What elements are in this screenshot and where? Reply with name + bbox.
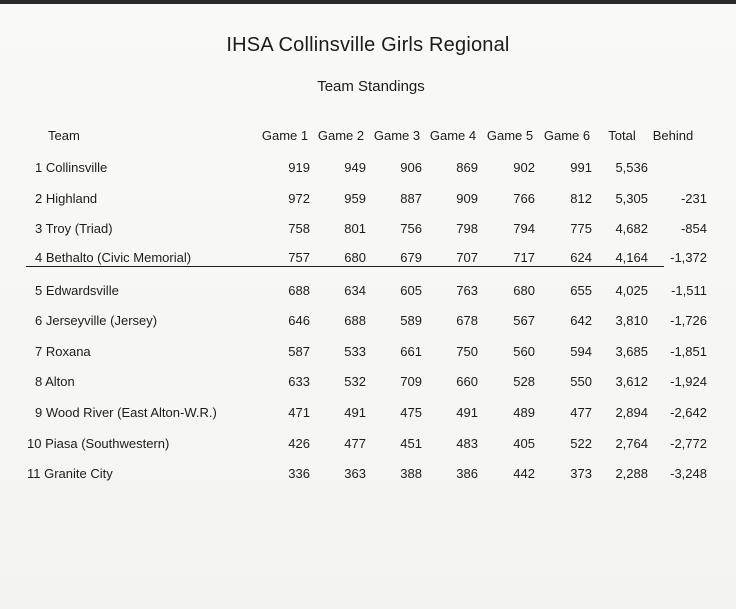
game-score: 680 — [344, 250, 366, 265]
behind-value: -3,248 — [670, 466, 707, 481]
header-game-3: Game 3 — [373, 128, 421, 143]
total-score: 2,764 — [615, 436, 648, 451]
game-score: 589 — [400, 313, 422, 328]
game-score: 405 — [513, 436, 535, 451]
header-game-5: Game 5 — [486, 128, 534, 143]
game-score: 949 — [344, 160, 366, 175]
behind-value: -1,511 — [671, 283, 707, 298]
header-game-6: Game 6 — [543, 128, 591, 143]
header-game-1: Game 1 — [261, 128, 309, 143]
team-name: 11 Granite City — [27, 466, 113, 481]
game-score: 680 — [513, 283, 535, 298]
game-score: 688 — [288, 283, 310, 298]
team-name: 9 Wood River (East Alton-W.R.) — [35, 405, 217, 420]
game-score: 477 — [344, 436, 366, 451]
game-score: 709 — [400, 374, 422, 389]
game-score: 528 — [513, 374, 535, 389]
page-subtitle: Team Standings — [317, 78, 425, 95]
game-score: 624 — [570, 250, 592, 265]
team-name: 10 Piasa (Southwestern) — [27, 436, 170, 451]
behind-value: -1,372 — [670, 250, 707, 265]
game-score: 336 — [288, 466, 310, 481]
header-total: Total — [608, 128, 636, 143]
game-score: 522 — [570, 436, 592, 451]
game-score: 763 — [456, 283, 478, 298]
game-score: 442 — [513, 466, 535, 481]
game-score: 756 — [400, 221, 422, 236]
behind-value: -2,642 — [670, 405, 707, 420]
total-score: 4,025 — [615, 283, 648, 298]
header-game-2: Game 2 — [317, 128, 365, 143]
game-score: 475 — [400, 405, 422, 420]
game-score: 560 — [513, 344, 535, 359]
game-score: 587 — [288, 344, 310, 359]
total-score: 3,685 — [615, 344, 648, 359]
game-score: 386 — [456, 466, 478, 481]
total-score: 2,894 — [615, 405, 648, 420]
game-score: 798 — [456, 221, 478, 236]
game-score: 533 — [344, 344, 366, 359]
total-score: 2,288 — [615, 466, 648, 481]
game-score: 550 — [570, 374, 592, 389]
game-score: 869 — [456, 160, 478, 175]
game-score: 471 — [288, 405, 310, 420]
game-score: 642 — [570, 313, 592, 328]
team-name: 4 Bethalto (Civic Memorial) — [35, 250, 192, 265]
total-score: 5,305 — [615, 191, 648, 206]
game-score: 812 — [570, 191, 592, 206]
game-score: 991 — [570, 160, 592, 175]
header-team: Team — [48, 128, 80, 143]
game-score: 633 — [288, 374, 310, 389]
game-score: 363 — [344, 466, 366, 481]
game-score: 426 — [288, 436, 310, 451]
total-score: 3,810 — [615, 313, 648, 328]
header-game-4: Game 4 — [429, 128, 477, 143]
game-score: 594 — [570, 344, 592, 359]
game-score: 919 — [288, 160, 310, 175]
game-score: 794 — [513, 221, 535, 236]
game-score: 750 — [456, 344, 478, 359]
total-score: 3,612 — [615, 374, 648, 389]
game-score: 491 — [344, 405, 366, 420]
game-score: 451 — [400, 436, 422, 451]
behind-value: -1,726 — [670, 313, 707, 328]
game-score: 660 — [456, 374, 478, 389]
game-score: 887 — [400, 191, 422, 206]
game-score: 688 — [344, 313, 366, 328]
behind-value: -2,772 — [670, 436, 707, 451]
game-score: 801 — [344, 221, 366, 236]
game-score: 477 — [570, 405, 592, 420]
game-score: 489 — [513, 405, 535, 420]
top-edge-rule — [0, 0, 736, 4]
game-score: 483 — [456, 436, 478, 451]
game-score: 902 — [513, 160, 535, 175]
team-name: 3 Troy (Triad) — [35, 221, 113, 236]
game-score: 388 — [400, 466, 422, 481]
team-name: 6 Jerseyville (Jersey) — [35, 313, 158, 328]
game-score: 959 — [344, 191, 366, 206]
game-score: 775 — [570, 221, 592, 236]
game-score: 567 — [513, 313, 535, 328]
header-behind: Behind — [652, 128, 694, 143]
team-name: 2 Highland — [35, 191, 98, 206]
behind-value: -1,924 — [670, 374, 707, 389]
team-name: 7 Roxana — [35, 344, 91, 359]
total-score: 5,536 — [615, 160, 648, 175]
game-score: 661 — [400, 344, 422, 359]
game-score: 373 — [570, 466, 592, 481]
team-name: 5 Edwardsville — [35, 283, 119, 298]
game-score: 717 — [513, 250, 535, 265]
game-score: 758 — [288, 221, 310, 236]
game-score: 532 — [344, 374, 366, 389]
advancing-cut-line — [26, 266, 664, 267]
game-score: 909 — [456, 191, 478, 206]
game-score: 634 — [344, 283, 366, 298]
game-score: 655 — [570, 283, 592, 298]
game-score: 679 — [400, 250, 422, 265]
game-score: 906 — [400, 160, 422, 175]
game-score: 678 — [456, 313, 478, 328]
page-title: IHSA Collinsville Girls Regional — [226, 34, 510, 56]
game-score: 605 — [400, 283, 422, 298]
game-score: 766 — [513, 191, 535, 206]
game-score: 491 — [456, 405, 478, 420]
total-score: 4,164 — [615, 250, 648, 265]
game-score: 646 — [288, 313, 310, 328]
game-score: 707 — [456, 250, 478, 265]
team-name: 1 Collinsville — [35, 160, 108, 175]
behind-value: -231 — [680, 191, 707, 206]
game-score: 757 — [288, 250, 310, 265]
behind-value: -854 — [680, 221, 707, 236]
team-name: 8 Alton — [35, 374, 75, 389]
behind-value: -1,851 — [670, 344, 707, 359]
total-score: 4,682 — [615, 221, 648, 236]
game-score: 972 — [288, 191, 310, 206]
